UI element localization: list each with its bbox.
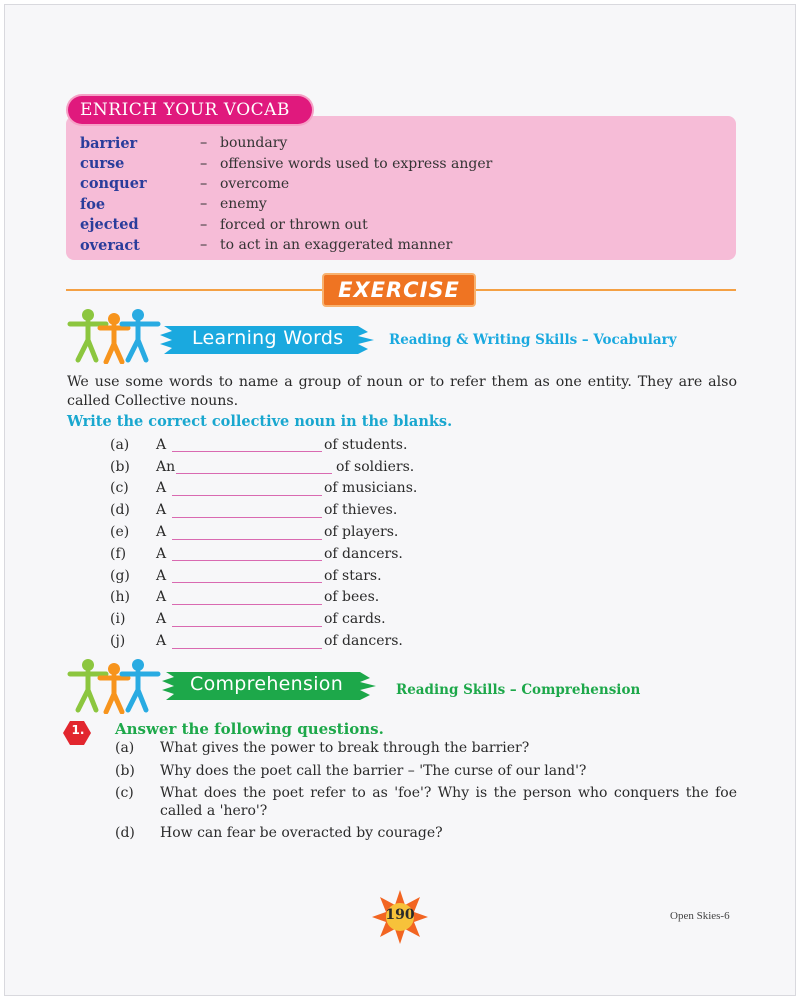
vocab-item (80, 133, 492, 153)
question-text: What does the poet refer to as 'foe'? Why is the person who conquers the foe called a 'hero'? (160, 785, 737, 819)
item-rest: of bees. (324, 589, 380, 606)
item-article: A (156, 524, 167, 541)
vocab-word: overact (80, 236, 140, 254)
item-letter: (c) (110, 480, 129, 497)
instruction: Write the correct collective noun in the blanks. (67, 413, 453, 430)
answer-blank[interactable] (172, 481, 322, 496)
vocab-title: ENRICH YOUR VOCAB (68, 96, 312, 124)
blank-item (110, 434, 417, 456)
vocab-dash: – (200, 216, 208, 233)
item-article: A (156, 502, 167, 519)
vocab-item (80, 194, 492, 214)
vocab-item (80, 215, 492, 235)
item-article: An (156, 458, 176, 475)
blank-item (110, 608, 417, 630)
blank-item (110, 456, 417, 478)
blank-item (110, 587, 417, 609)
people-icon (66, 306, 162, 364)
answer-blank[interactable] (172, 546, 322, 561)
item-letter: (b) (110, 458, 130, 475)
item-article: A (156, 545, 167, 562)
item-letter: (h) (110, 589, 130, 606)
item-article: A (156, 611, 167, 628)
answer-blank[interactable] (172, 612, 322, 627)
question-text: Why does the poet call the barrier – 'The curse of our land'? (160, 762, 587, 779)
answer-blank[interactable] (172, 437, 322, 452)
item-rest: of thieves. (324, 502, 398, 519)
vocab-word: curse (80, 155, 125, 173)
item-rest: of students. (324, 436, 408, 453)
vocab-item (80, 235, 492, 255)
answer-blank[interactable] (172, 568, 322, 583)
learning-words-title: Learning Words (192, 327, 344, 349)
item-letter: (d) (110, 502, 130, 519)
blank-item (110, 499, 417, 521)
item-rest: of musicians. (324, 480, 418, 497)
vocab-meaning: offensive words used to express anger (220, 155, 493, 172)
item-rest: of soldiers. (336, 458, 415, 475)
comprehension-skill-label: Reading Skills – Comprehension (396, 682, 641, 698)
item-article: A (156, 480, 167, 497)
item-article: A (156, 567, 167, 584)
vocab-word: foe (80, 195, 106, 213)
vocab-item (80, 174, 492, 194)
comprehension-title: Comprehension (190, 673, 344, 695)
vocab-dash: – (200, 135, 208, 152)
blank-list (110, 434, 417, 652)
blank-item (110, 543, 417, 565)
item-article: A (156, 633, 167, 650)
item-letter: (i) (110, 611, 126, 628)
blank-item (110, 565, 417, 587)
blank-item (110, 478, 417, 500)
item-letter: (f) (110, 545, 127, 562)
answer-blank[interactable] (176, 459, 332, 474)
item-rest: of dancers. (324, 545, 403, 562)
answer-blank[interactable] (172, 525, 322, 540)
vocab-meaning: forced or thrown out (220, 216, 368, 233)
answer-blank[interactable] (172, 634, 322, 649)
vocab-item (80, 153, 492, 173)
vocab-word: barrier (80, 134, 138, 152)
question-number: 1. (71, 723, 85, 737)
question-list (115, 740, 737, 848)
blank-item (110, 521, 417, 543)
item-letter: (a) (110, 436, 130, 453)
question-letter: (a) (115, 740, 135, 756)
vocab-meaning: boundary (220, 135, 288, 152)
item-rest: of dancers. (324, 633, 403, 650)
question-title: Answer the following questions. (115, 720, 384, 738)
intro-paragraph: We use some words to name a group of noun or to refer them as one entity. They are also called Collective nouns. (67, 374, 737, 409)
vocab-meaning: enemy (220, 196, 267, 213)
question-letter: (b) (115, 762, 135, 779)
book-title: Open Skies-6 (670, 910, 730, 922)
page-number: 190 (385, 907, 415, 923)
vocab-dash: – (200, 196, 208, 213)
item-letter: (e) (110, 524, 130, 541)
question-item (115, 763, 737, 781)
item-rest: of stars. (324, 567, 382, 584)
question-text: What gives the power to break through the barrier? (160, 740, 530, 756)
item-letter: (g) (110, 567, 130, 584)
answer-blank[interactable] (172, 590, 322, 605)
vocab-dash: – (200, 155, 208, 172)
question-letter: (d) (115, 825, 135, 841)
item-letter: (j) (110, 633, 126, 650)
question-item (115, 740, 737, 758)
question-letter: (c) (115, 785, 134, 801)
question-item (115, 825, 737, 843)
vocab-dash: – (200, 175, 208, 192)
question-text: How can fear be overacted by courage? (160, 825, 443, 841)
answer-blank[interactable] (172, 503, 322, 518)
item-rest: of players. (324, 524, 399, 541)
question-item (115, 785, 737, 820)
vocab-word: ejected (80, 216, 139, 234)
vocab-meaning: overcome (220, 175, 290, 192)
vocab-word: conquer (80, 175, 147, 193)
item-article: A (156, 589, 167, 606)
item-article: A (156, 436, 167, 453)
item-rest: of cards. (324, 611, 386, 628)
exercise-banner: EXERCISE (322, 273, 476, 307)
vocab-list (80, 133, 492, 255)
vocab-dash: – (200, 237, 208, 254)
learning-skill-label: Reading & Writing Skills – Vocabulary (389, 332, 677, 348)
vocab-meaning: to act in an exaggerated manner (220, 237, 453, 254)
people-icon (66, 656, 162, 714)
blank-item (110, 630, 417, 652)
